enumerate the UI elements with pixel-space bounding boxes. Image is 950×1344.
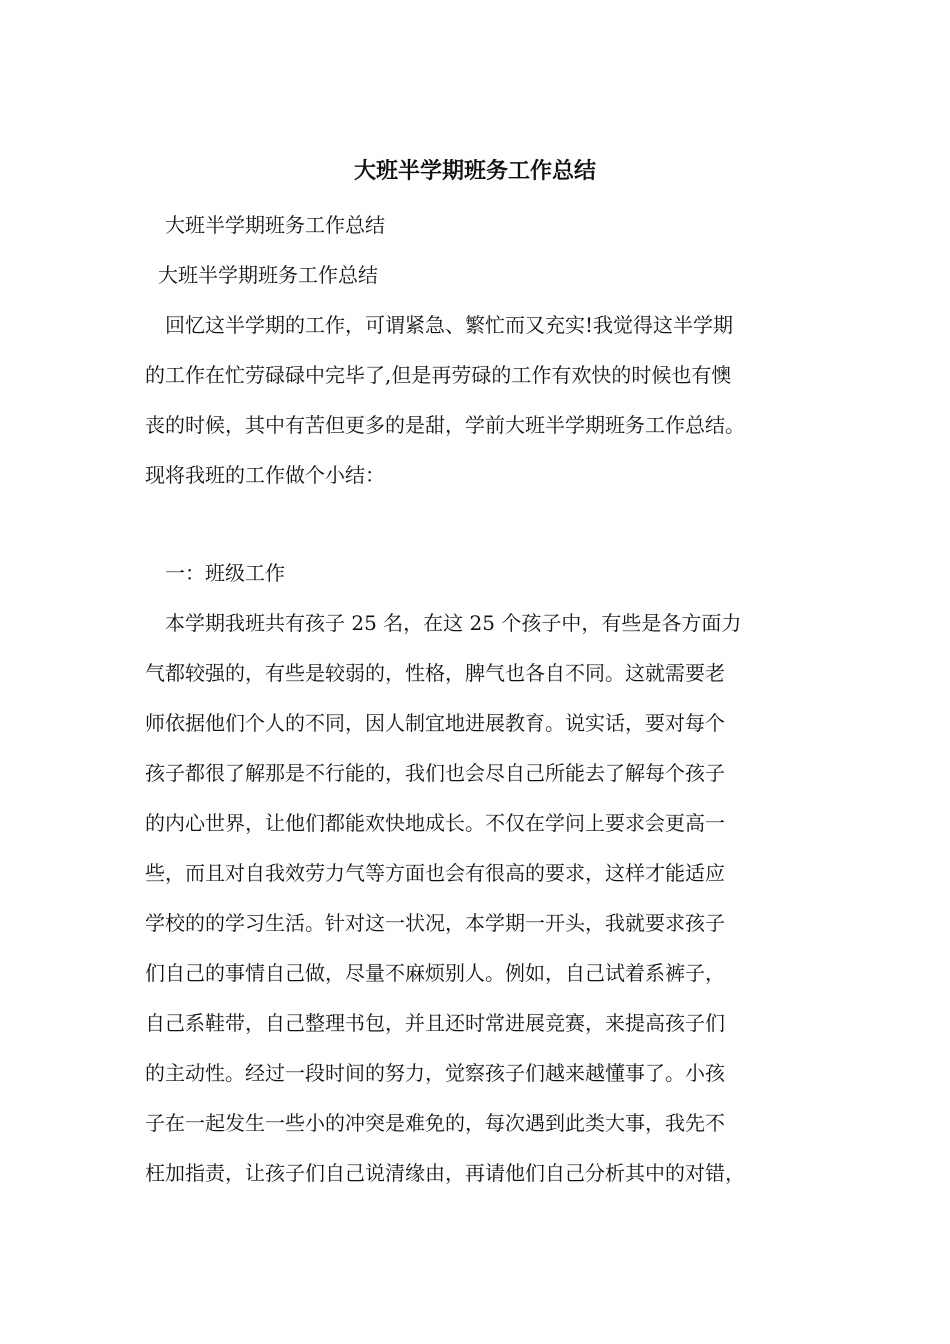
document-title: 大班半学期班务工作总结: [353, 158, 596, 184]
paragraph-line: 孩子都很了解那是不行能的，我们也会尽自己所能去了解每个孩子: [145, 761, 725, 785]
paragraph-line: 回忆这半学期的工作，可谓紧急、繁忙而又充实!我觉得这半学期: [165, 313, 734, 337]
section-heading: 一：班级工作: [165, 561, 285, 585]
paragraph-line: 师依据他们个人的不同，因人制宜地进展教育。说实话，要对每个: [145, 711, 725, 735]
paragraph-line: 学校的的学习生活。针对这一状况，本学期一开头，我就要求孩子: [145, 911, 725, 935]
subtitle-line: 大班半学期班务工作总结: [158, 263, 378, 287]
subtitle-line: 大班半学期班务工作总结: [165, 213, 385, 237]
paragraph-line: 本学期我班共有孩子 25 名，在这 25 个孩子中，有些是各方面力: [165, 611, 742, 635]
paragraph-line: 现将我班的工作做个小结：: [145, 463, 385, 487]
paragraph-line: 的工作在忙劳碌碌中完毕了,但是再劳碌的工作有欢快的时候也有懊: [145, 363, 732, 387]
paragraph-line: 些，而且对自我效劳力气等方面也会有很高的要求，这样才能适应: [145, 861, 725, 885]
paragraph-line: 的内心世界，让他们都能欢快地成长。不仅在学问上要求会更高一: [145, 811, 725, 835]
paragraph-line: 子在一起发生一些小的冲突是难免的，每次遇到此类大事，我先不: [145, 1111, 725, 1135]
paragraph-line: 的主动性。经过一段时间的努力，觉察孩子们越来越懂事了。小孩: [145, 1061, 725, 1085]
paragraph-line: 自己系鞋带，自己整理书包，并且还时常进展竞赛，来提高孩子们: [145, 1011, 725, 1035]
paragraph-line: 丧的时候，其中有苦但更多的是甜，学前大班半学期班务工作总结。: [145, 413, 745, 437]
paragraph-line: 们自己的事情自己做，尽量不麻烦别人。例如，自己试着系裤子，: [145, 961, 725, 985]
paragraph-line: 枉加指责，让孩子们自己说清缘由，再请他们自己分析其中的对错，: [145, 1161, 745, 1185]
paragraph-line: 气都较强的，有些是较弱的，性格，脾气也各自不同。这就需要老: [145, 661, 725, 685]
